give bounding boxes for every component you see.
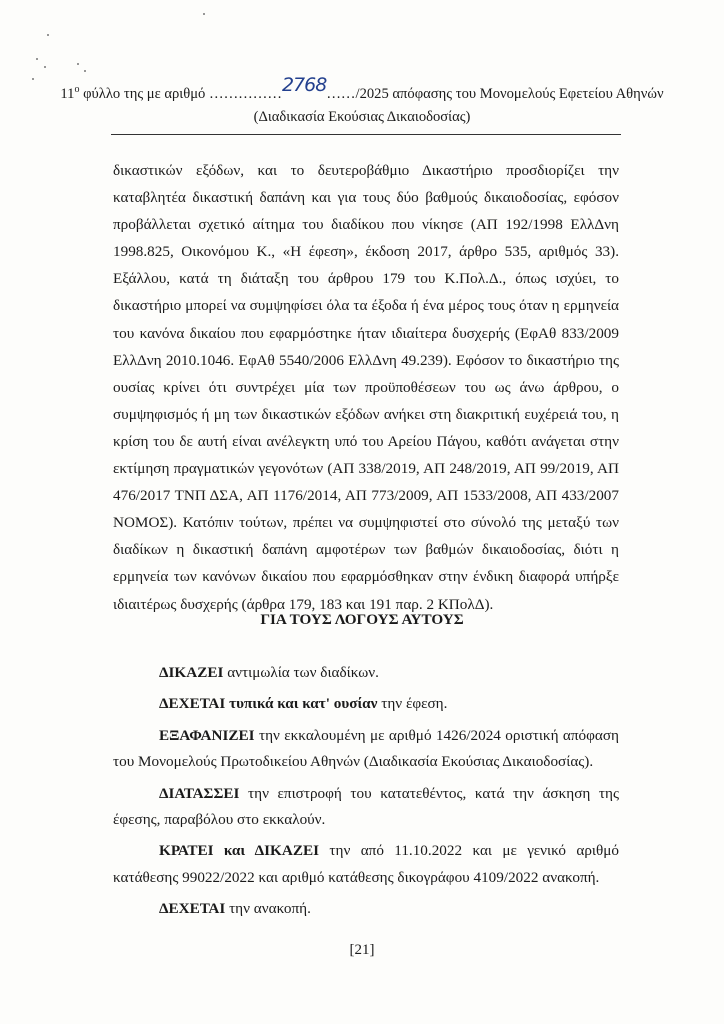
decision-item [113, 691, 619, 717]
header-text-mid: φύλλο της με αριθμό …………… [79, 85, 282, 102]
running-header [0, 73, 724, 104]
decision-item [113, 660, 619, 686]
section-heading: ΓΙΑ ΤΟΥΣ ΛΟΓΟΥΣ ΑΥΤΟΥΣ [260, 611, 464, 628]
decision-text: την από 11.10.2022 και με γενικό αριθμό κατάθεσης 99022/2022 και αριθμό κατάθεσης δικογράφου 4109/2022 ανακοπή. [113, 842, 619, 886]
scan-speck [44, 66, 46, 68]
decision-verb: ΕΞΑΦΑΝΙΖΕΙ [159, 726, 255, 744]
header-subtitle: (Διαδικασία Εκούσιας Δικαιοδοσίας) [253, 109, 471, 125]
decision-text: αντιμωλία των διαδίκων. [223, 664, 379, 681]
scan-speck [84, 70, 86, 72]
header-text-post: ……/2025 απόφασης του Μονομελούς Εφετείου Αθηνών [326, 85, 664, 102]
decision-item [113, 781, 619, 834]
scan-speck [36, 58, 38, 60]
decision-item [113, 723, 619, 776]
decision-text: την εκκαλουμένη με αριθμό 1426/2024 οριστική απόφαση του Μονομελούς Πρωτοδικείου Αθηνών (Διαδικασία Εκούσιας Δικαιοδοσίας). [113, 726, 619, 771]
body-paragraph: δικαστικών εξόδων, και το δευτεροβάθμιο Δικαστήριο προσδιορίζει την καταβλητέα δικαστική δαπάνη και για τους δύο βαθμούς δικαιοδοσίας, εφόσον προβάλλεται σχετικό αίτημα του διαδίκου που νίκησε (ΑΠ 192/1998 ΕλλΔνη 1998.825, Οικονόμου Κ., «Η έφεση», έκδοση 2017, άρθρο 535, αριθμός 33). Εξάλλου, κατά τη διάταξη του άρθρου 179 του Κ.Πολ.Δ., όπως ισχύει, το δικαστήριο μπορεί να συμψηφίσει όλα τα έξοδα ή ένα μέρος τους όταν η ερμηνεία του κανόνα δικαίου που εφαρμόστηκε ήταν ιδιαίτερα δυσχερής (ΕφΑθ 833/2009 ΕλλΔνη 2010.1046. ΕφΑθ 5540/2006 ΕλλΔνη 49.239). Εφόσον το δικαστήριο της ουσίας κρίνει ότι συντρέχει μία των προϋποθέσεων του ως άνω άρθρου, ο συμψηφισμός ή μη των δικαστικών εξόδων ανήκει στη διακριτική ευχέρειά του, η κρίση του δε αυτή είναι ανέλεγκτη υπό του Αρείου Πάγου, καθότι ανάγεται στην εκτίμηση πραγματικών γεγονότων (ΑΠ 338/2019, ΑΠ 248/2019, ΑΠ 99/2019, ΑΠ 476/2017 ΤΝΠ ΔΣΑ, ΑΠ 1176/2014, ΑΠ 773/2009, ΑΠ 1533/2008, ΑΠ 433/2007 ΝΟΜΟΣ). Κατόπιν τούτων, πρέπει να συμψηφιστεί στο σύνολό της μεταξύ των διαδίκων η δικαστική δαπάνη αμφοτέρων των βαθμών δικαιοδοσίας, διότι η ερμηνεία των κανόνων δικαίου που εφαρμόσθηκαν στην ένδικη διαφορά υπήρξε ιδιαιτέρως δυσχερής (άρθρα 179, 183 και 191 παρ. 2 ΚΠολΔ). [113, 162, 619, 613]
decision-verb: ΔΙΚΑΖΕΙ [159, 664, 224, 681]
header-rule [111, 134, 621, 135]
scan-speck [77, 63, 79, 65]
decision-verb: ΔΙΑΤΑΣΣΕΙ [159, 784, 240, 802]
decision-verb: ΔΕΧΕΤΑΙ [159, 900, 226, 918]
sheet-number: 11 [60, 85, 75, 102]
decision-verb: ΔΕΧΕΤΑΙ τυπικά και κατ' ουσίαν [159, 695, 378, 713]
decision-text: την ανακοπή. [225, 900, 311, 918]
scan-speck [47, 34, 49, 36]
decision-text: την επιστροφή του κατατεθέντος, κατά την άσκηση της έφεσης, παραβόλου στο εκκαλούν. [113, 784, 619, 829]
decision-item [113, 838, 619, 891]
scan-speck [203, 13, 205, 15]
decision-item [113, 896, 619, 922]
handwritten-decision-number: 2768 [281, 73, 327, 96]
ordinal-suffix: ο [74, 84, 80, 95]
decision-verb: ΚΡΑΤΕΙ και ΔΙΚΑΖΕΙ [159, 842, 320, 860]
decisions-list [113, 660, 619, 923]
decision-text: την έφεση. [377, 695, 448, 713]
page-number: [21] [349, 942, 375, 958]
